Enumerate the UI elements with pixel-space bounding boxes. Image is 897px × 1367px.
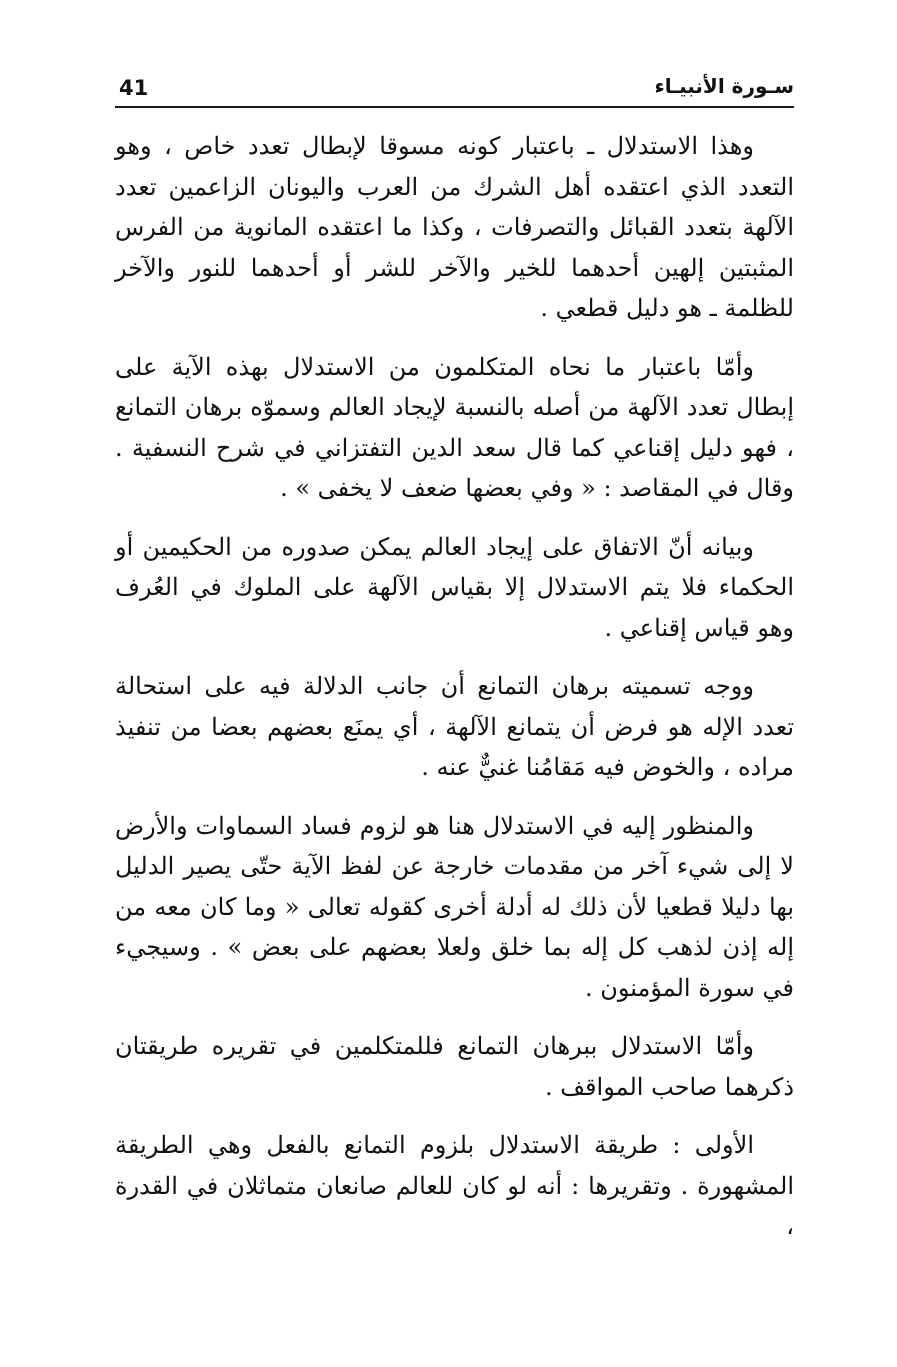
page-number: 41: [119, 76, 149, 100]
body-text: [115, 126, 794, 1265]
paragraph: وهذا الاستدلال ـ باعتبار كونه مسوقا لإبطال تعدد خاص ، وهو التعدد الذي اعتقده أهل الشرك من العرب واليونان الزاعمين تعدد الآلهة بتعدد القبائل والتصرفات ، وكذا ما اعتقده المانوية من الفرس المثبتين إلهين أحدهما للخير والآخر للشر أو أحدهما للنور والآخر للظلمة ـ هو دليل قطعي .: [115, 132, 794, 322]
paragraph: وبيانه أنّ الاتفاق على إيجاد العالم يمكن صدوره من الحكيمين أو الحكماء فلا يتم الاستدلال إلا بقياس الآلهة على الملوك في العُرف وهو قياس إقناعي .: [115, 532, 794, 642]
running-title: سـورة الأنبيـاء: [654, 74, 794, 98]
page-header: [115, 70, 794, 108]
paragraph: والمنظور إليه في الاستدلال هنا هو لزوم فساد السماوات والأرض لا إلى شيء آخر من مقدمات خارجة عن لفظ الآية حتّى يصير الدليل بها دليلا قطعيا لأن ذلك له أدلة أخرى كقوله تعالى « وما كان معه من إله إذن لذهب كل إله بما خلق ولعلا بعضهم على بعض » . وسيجيء في سورة المؤمنون .: [115, 811, 794, 1002]
paragraph: ووجه تسميته برهان التمانع أن جانب الدلالة فيه على استحالة تعدد الإله هو فرض أن يتمانع الآلهة ، أي يمنَع بعضهم بعضا من تنفيذ مراده ، والخوض فيه مَقامُنا غنيٌّ عنه .: [115, 672, 794, 781]
paragraph: وأمّا باعتبار ما نحاه المتكلمون من الاستدلال بهذه الآية على إبطال تعدد الآلهة من أصله بالنسبة لإيجاد العالم وسموّه برهان التمانع ، فهو دليل إقناعي كما قال سعد الدين التفتزاني في شرح النسفية . وقال في المقاصد : « وفي بعضها ضعف لا يخفى » .: [115, 352, 794, 502]
paragraph: الأولى : طريقة الاستدلال بلزوم التمانع بالفعل وهي الطريقة المشهورة . وتقريرها : أنه لو كان للعالم صانعان متماثلان في القدرة ،: [115, 1131, 794, 1240]
paragraph: وأمّا الاستدلال ببرهان التمانع فللمتكلمين في تقريره طريقتان ذكرهما صاحب المواقف .: [115, 1032, 794, 1101]
